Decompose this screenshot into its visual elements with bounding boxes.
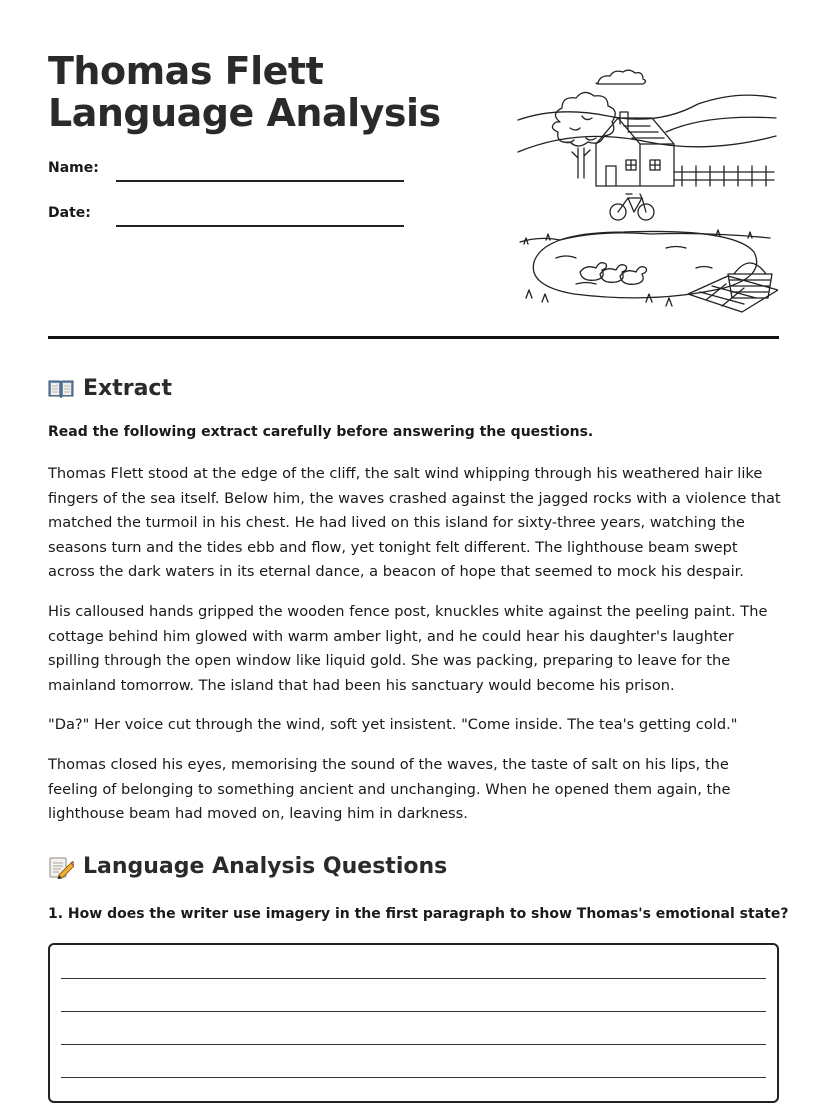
- extract-heading-text: Extract: [83, 376, 172, 401]
- extract-paragraph: "Da?" Her voice cut through the wind, soft yet insistent. "Come inside. The tea's getting cold.": [48, 716, 738, 734]
- answer-line[interactable]: [61, 1077, 766, 1078]
- page-title: Thomas Flett Language Analysis: [48, 49, 441, 135]
- worksheet-header: [48, 0, 779, 340]
- extract-instruction: Read the following extract carefully before answering the questions.: [48, 424, 594, 440]
- extract-paragraph: Thomas closed his eyes, memorising the sound of the waves, the taste of salt on his lips, the feeling of belonging to something ancient and unchanging. When he opened them again, the lighthouse beam had moved on, leaving him in darkness.: [48, 755, 731, 823]
- name-write-line[interactable]: [116, 180, 404, 182]
- answer-line[interactable]: [61, 1044, 766, 1045]
- date-write-line[interactable]: [116, 225, 404, 227]
- worksheet-page: [48, 0, 789, 922]
- name-label: Name:: [48, 160, 99, 176]
- answer-box-question-1[interactable]: [48, 943, 779, 1103]
- countryside-cottage-pond-illustration: [516, 62, 778, 314]
- questions-heading-text: Language Analysis Questions: [83, 854, 448, 879]
- answer-line[interactable]: [61, 1011, 766, 1012]
- header-divider: [48, 336, 779, 339]
- questions-heading: [48, 854, 447, 879]
- extract-text: [48, 462, 783, 842]
- question-1: 1. How does the writer use imagery in the first paragraph to show Thomas's emotional state?: [48, 906, 789, 922]
- date-label: Date:: [48, 205, 91, 221]
- open-book-icon: [48, 377, 74, 401]
- memo-pencil-icon: [48, 855, 74, 879]
- extract-paragraph: Thomas Flett stood at the edge of the cliff, the salt wind whipping through his weathered hair like fingers of the sea itself. Below him, the waves crashed against the jagged rocks with a violence that matched the turmoil in his chest. He had lived on this island for sixty-three years, watching the seasons turn and the tides ebb and flow, yet tonight felt different. The lighthouse beam swept across the dark waters in its eternal dance, a beacon of hope that seemed to mock his despair.: [48, 465, 781, 581]
- answer-line[interactable]: [61, 978, 766, 979]
- extract-heading: [48, 376, 172, 401]
- extract-paragraph: His calloused hands gripped the wooden fence post, knuckles white against the peeling paint. The cottage behind him glowed with warm amber light, and he could hear his daughter's laughter spilling through the open window like liquid gold. She was packing, preparing to leave for the mainland tomorrow. The island that had been his sanctuary would become his prison.: [48, 602, 768, 694]
